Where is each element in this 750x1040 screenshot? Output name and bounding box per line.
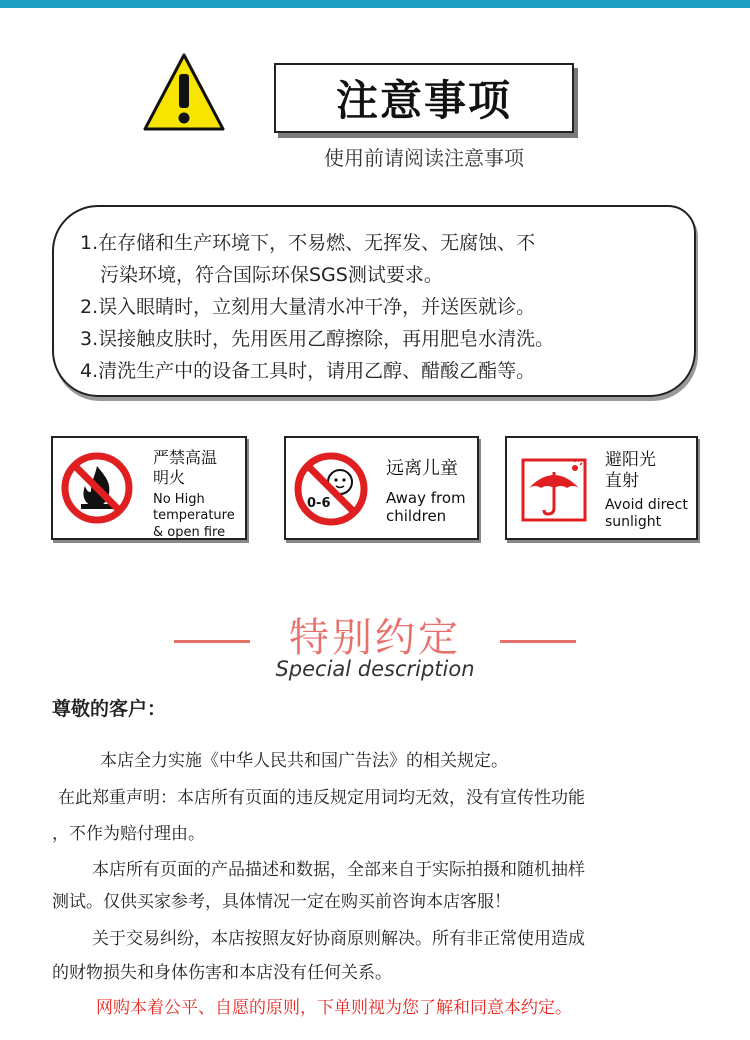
special-title: 特别约定 <box>289 615 461 661</box>
sign-cn-label: 远离儿童 <box>386 458 458 479</box>
statement-line: ，不作为赔付理由。 <box>52 824 205 844</box>
sign-en-label: sunlight <box>605 514 662 530</box>
note-line: 1.在存储和生产环境下，不易燃、无挥发、无腐蚀、不 <box>80 232 536 254</box>
statement-line: 本店全力实施《中华人民共和国广告法》的相关规定。 <box>100 751 508 771</box>
closing-statement: 网购本着公平、自愿的原则，下单则视为您了解和同意本约定。 <box>96 998 572 1018</box>
page-subtitle: 使用前请阅读注意事项 <box>324 146 524 170</box>
special-subtitle: Special description <box>275 657 475 681</box>
special-divider-left <box>174 640 250 643</box>
no-fire-icon <box>61 452 133 524</box>
note-line: 2.误入眼睛时，立刻用大量清水冲干净，并送医就诊。 <box>80 296 536 318</box>
umbrella-sun-icon <box>521 458 587 522</box>
precautions-box <box>52 205 696 397</box>
sign-no-children <box>284 436 479 540</box>
age-label: 0-6 <box>307 496 331 511</box>
statement-line: 在此郑重声明：本店所有页面的违反规定用词均无效，没有宣传性功能 <box>58 788 585 808</box>
statement-line: 关于交易纠纷，本店按照友好协商原则解决。所有非正常使用造成 <box>92 929 585 949</box>
greeting: 尊敬的客户： <box>52 698 167 720</box>
statement-line: 的财物损失和身体伤害和本店没有任何关系。 <box>52 963 392 983</box>
sign-avoid-sunlight <box>505 436 698 540</box>
sign-cn-label: 直射 <box>605 471 639 492</box>
note-line: 污染环境，符合国际环保SGS测试要求。 <box>100 264 443 286</box>
sign-en-label: temperature <box>153 508 235 524</box>
sign-en-label: children <box>386 507 447 526</box>
sign-cn-label: 严禁高温 <box>153 448 218 467</box>
sign-en-label: Avoid direct <box>605 496 688 513</box>
no-children-icon <box>294 452 368 526</box>
sign-no-fire <box>51 436 247 540</box>
statement-line: 测试。仅供买家参考，具体情况一定在购买前咨询本店客服！ <box>52 892 511 912</box>
sign-cn-label: 明火 <box>153 468 186 487</box>
top-accent-bar <box>0 0 750 8</box>
sign-en-label: & open fire <box>153 524 226 540</box>
statement-line: 本店所有页面的产品描述和数据，全部来自于实际拍摄和随机抽样 <box>92 860 585 880</box>
note-line: 3.误接触皮肤时，先用医用乙醇擦除，再用肥皂水清洗。 <box>80 328 555 350</box>
page-title: 注意事项 <box>335 76 512 125</box>
sign-en-label: Away from <box>386 488 466 507</box>
sign-cn-label: 避阳光 <box>605 450 656 470</box>
page-title-box <box>274 63 574 133</box>
special-divider-right <box>500 640 576 643</box>
note-line: 4.清洗生产中的设备工具时，请用乙醇、醋酸乙酯等。 <box>80 360 536 382</box>
warning-triangle-icon <box>143 52 225 132</box>
sign-en-label: No High <box>153 492 205 507</box>
